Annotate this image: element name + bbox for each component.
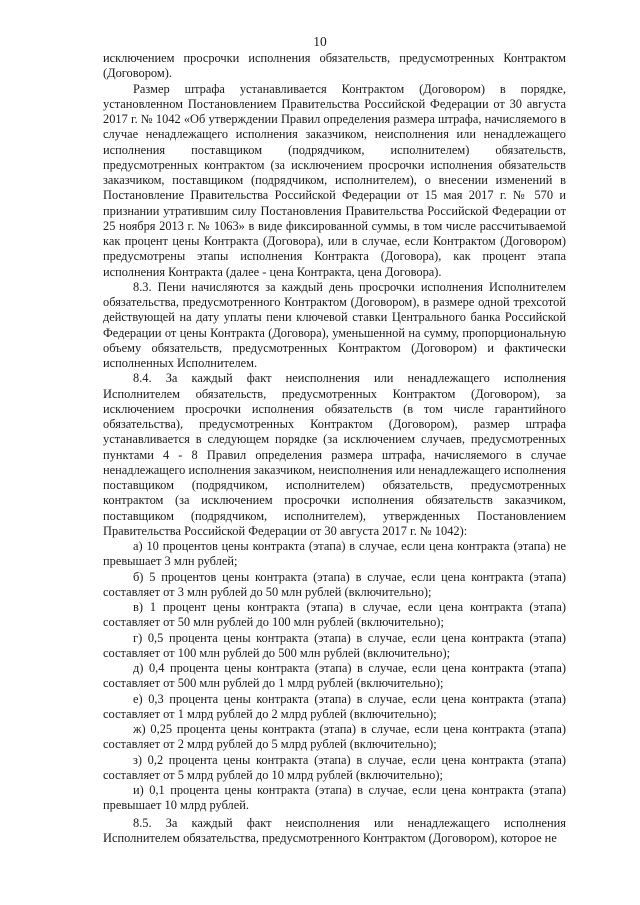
list-item-z: з) 0,2 процента цены контракта (этапа) в случае, если цена контракта (этапа) составляет от 5 млрд рублей до 10 млрд рублей (включительно);: [103, 752, 566, 782]
continuation-paragraph: исключением просрочки исполнения обязательств, предусмотренных Контрактом (Договором).: [103, 51, 566, 81]
page-number: 10: [313, 34, 327, 49]
document-body: [103, 51, 566, 846]
clause-8-5-paragraph: 8.5. За каждый факт неисполнения или ненадлежащего исполнения Исполнителем обязательства, предусмотренного Контрактом (Договором), которое не: [103, 815, 566, 845]
clause-8-4-paragraph: 8.4. За каждый факт неисполнения или ненадлежащего исполнения Исполнителем обязательств, предусмотренных Контрактом (Договором), за исключением просрочки исполнения обязательств (в том числе гарантийного обязательства), предусмотренных Контрактом (Договором), размер штрафа устанавливается в следующем порядке (за исключением случаев, предусмотренных пунктами 4 - 8 Правил определения размера штрафа, начисляемого в случае ненадлежащего исполнения заказчиком, неисполнения или ненадлежащего исполнения поставщиком (подрядчиком, исполнителем) обязательств, предусмотренных контрактом (за исключением просрочки исполнения обязательств заказчиком, поставщиком (подрядчиком, исполнителем), утвержденных Постановлением Правительства Российской Федерации от 30 августа 2017 г. № 1042):: [103, 371, 566, 538]
fine-amount-paragraph: Размер штрафа устанавливается Контрактом (Договором) в порядке, установленном Постановлением Правительства Российской Федерации от 30 августа 2017 г. № 1042 «Об утверждении Правил определения размера штрафа, начисляемого в случае ненадлежащего исполнения заказчиком, неисполнения или ненадлежащего исполнения поставщиком (подрядчиком, исполнителем) обязательств, предусмотренных контрактом (за исключением просрочки исполнения обязательств заказчиком, поставщиком (подрядчиком, исполнителем), о внесении изменений в Постановление Правительства Российской Федерации от 15 мая 2017 г. № 570 и признании утратившим силу Постановления Правительства Российской Федерации от 25 ноября 2013 г. № 1063» в виде фиксированной суммы, в том числе рассчитываемой как процент цены Контракта (Договора), или в случае, если Контрактом (Договором) предусмотрены этапы исполнения Контракта (Договора), как процент этапа исполнения Контракта (далее - цена Контракта, цена Договора).: [103, 81, 566, 279]
clause-8-3-paragraph: 8.3. Пени начисляются за каждый день просрочки исполнения Исполнителем обязательства, предусмотренного Контрактом (Договором), в размере одной трехсотой действующей на дату уплаты пени ключевой ставки Центрального банка Российской Федерации от цены Контракта (Договора), уменьшенной на сумму, пропорциональную объему обязательств, предусмотренных Контрактом (Договором) и фактически исполненных Исполнителем.: [103, 279, 566, 370]
list-item-i: и) 0,1 процента цены контракта (этапа) в случае, если цена контракта (этапа) превышает 10 млрд рублей.: [103, 783, 566, 813]
list-item-a: а) 10 процентов цены контракта (этапа) в случае, если цена контракта (этапа) не превышает 3 млн рублей;: [103, 539, 566, 569]
list-item-zh: ж) 0,25 процента цены контракта (этапа) в случае, если цена контракта (этапа) составляет от 2 млрд рублей до 5 млрд рублей (включительно);: [103, 722, 566, 752]
list-item-e: е) 0,3 процента цены контракта (этапа) в случае, если цена контракта (этапа) составляет от 1 млрд рублей до 2 млрд рублей (включительно);: [103, 691, 566, 721]
list-item-g: г) 0,5 процента цены контракта (этапа) в случае, если цена контракта (этапа) составляет от 100 млн рублей до 500 млн рублей (включительно);: [103, 630, 566, 660]
list-item-b: б) 5 процентов цены контракта (этапа) в случае, если цена контракта (этапа) составляет от 3 млн рублей до 50 млн рублей (включительно);: [103, 569, 566, 599]
list-item-v: в) 1 процент цены контракта (этапа) в случае, если цена контракта (этапа) составляет от 50 млн рублей до 100 млн рублей (включительно);: [103, 600, 566, 630]
list-item-d: д) 0,4 процента цены контракта (этапа) в случае, если цена контракта (этапа) составляет от 500 млн рублей до 1 млрд рублей (включительно);: [103, 661, 566, 691]
